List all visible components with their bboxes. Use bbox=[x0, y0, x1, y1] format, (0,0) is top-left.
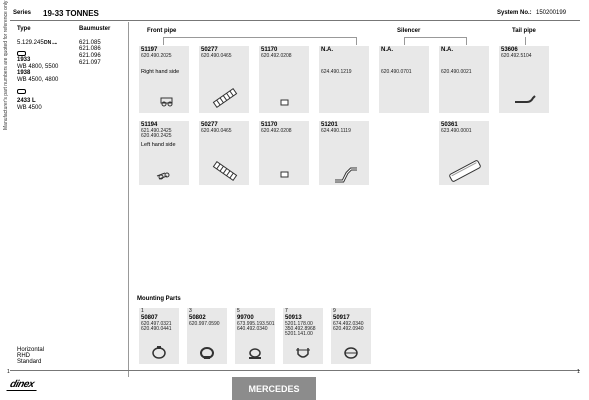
oe-reference: 674.492.0340 bbox=[333, 321, 364, 327]
engine-marks: DN bbox=[44, 40, 52, 46]
sleeve-icon bbox=[280, 99, 290, 107]
oe-reference: 620.490.0441 bbox=[141, 326, 172, 332]
part-box[interactable] bbox=[139, 121, 189, 185]
part-number: 99700 bbox=[237, 315, 254, 321]
truck-icon bbox=[17, 89, 26, 94]
variant-model: 1933 bbox=[17, 57, 31, 63]
mounting-part-box[interactable] bbox=[139, 308, 179, 364]
variant-wb: WB 4500 bbox=[17, 105, 42, 111]
mounting-part-box[interactable] bbox=[331, 308, 371, 364]
brand-banner bbox=[232, 377, 316, 400]
part-box[interactable] bbox=[379, 46, 429, 113]
oe-reference: 620.490.0465 bbox=[201, 53, 232, 59]
part-number: 51170 bbox=[261, 122, 278, 128]
mounting-part-box[interactable] bbox=[283, 308, 323, 364]
part-number: 50361 bbox=[441, 122, 458, 128]
part-number: 51170 bbox=[261, 47, 278, 53]
item-number: 5 bbox=[237, 308, 240, 314]
silencer-icon bbox=[447, 159, 483, 183]
mounting-parts-header: Mounting Parts bbox=[137, 296, 181, 302]
oe-reference: 620.490.0021 bbox=[441, 69, 472, 75]
part-box[interactable] bbox=[259, 46, 309, 113]
oe-reference: 620.997.0590 bbox=[189, 321, 220, 327]
oe-reference: 673.995.193.501 bbox=[237, 321, 275, 327]
mounting-part-box[interactable] bbox=[187, 308, 227, 364]
variant-wb: WB 4800, 5500 bbox=[17, 64, 59, 70]
tail-pipe-icon bbox=[513, 94, 537, 106]
silencer-header: Silencer bbox=[397, 28, 421, 34]
header-divider bbox=[10, 20, 580, 21]
oe-reference: 624.490.1219 bbox=[321, 69, 352, 75]
oe-reference: 620.490.0465 bbox=[201, 128, 232, 134]
silencer-line bbox=[404, 37, 466, 38]
oe-reference: 620.490.2025 bbox=[141, 53, 172, 59]
footer-divider bbox=[10, 370, 580, 371]
variant-model: 1938 bbox=[17, 70, 31, 76]
item-number: 9 bbox=[333, 308, 336, 314]
part-number: 50277 bbox=[201, 47, 218, 53]
part-box[interactable] bbox=[139, 46, 189, 113]
baumuster-code: 621.085 bbox=[79, 40, 101, 46]
connector bbox=[404, 37, 405, 45]
part-number: 51194 bbox=[141, 122, 158, 128]
connector bbox=[163, 37, 164, 45]
engine-code: 5.129.245 bbox=[17, 40, 44, 46]
page-marker-left: 1 bbox=[7, 369, 10, 375]
system-number: 150200199 bbox=[536, 10, 567, 16]
dinex-logo: dinex bbox=[6, 378, 44, 392]
part-number: N.A. bbox=[321, 47, 333, 53]
item-number: 1 bbox=[141, 308, 144, 314]
part-number: 50807 bbox=[141, 315, 158, 321]
oe-reference: 620.490.2425 bbox=[141, 133, 172, 139]
type-header: Type bbox=[17, 26, 31, 32]
baumuster-code: 621.086 bbox=[79, 46, 101, 52]
variant-model: 2433 L bbox=[17, 98, 36, 104]
part-box[interactable] bbox=[199, 46, 249, 113]
page-marker-right: 1 bbox=[577, 369, 580, 375]
sleeve-icon bbox=[280, 171, 290, 179]
ring-clamp-icon bbox=[151, 346, 167, 360]
system-label: System No.: bbox=[497, 10, 532, 16]
side-note: Right hand side bbox=[141, 69, 180, 75]
tail-pipe-header: Tail pipe bbox=[512, 28, 536, 34]
part-number: N.A. bbox=[381, 47, 393, 53]
oe-reference: 5201.141.00 bbox=[285, 331, 313, 337]
clamp-pipe-icon bbox=[159, 94, 175, 108]
baumuster-code: 621.097 bbox=[79, 60, 101, 66]
connector bbox=[525, 37, 526, 45]
oe-reference: 620.497.0321 bbox=[141, 321, 172, 327]
series-value: 19-33 TONNES bbox=[43, 9, 99, 18]
oe-reference: 640.492.0340 bbox=[237, 326, 268, 332]
trim-level: Standard bbox=[17, 359, 42, 365]
front-pipe-header: Front pipe bbox=[147, 28, 177, 34]
bent-pipe-icon bbox=[333, 163, 359, 185]
part-number: 51201 bbox=[321, 122, 338, 128]
front-pipe-line bbox=[163, 37, 357, 38]
part-number: N.A. bbox=[441, 47, 453, 53]
part-box[interactable] bbox=[319, 121, 369, 185]
part-box[interactable] bbox=[199, 121, 249, 185]
item-number: 3 bbox=[189, 308, 192, 314]
part-number: 50913 bbox=[285, 315, 302, 321]
part-number: 50917 bbox=[333, 315, 350, 321]
oe-reference: 620.492.0208 bbox=[261, 128, 292, 134]
oe-reference: 624.490.1119 bbox=[321, 128, 351, 134]
mounting-direction: Horizontal bbox=[17, 347, 45, 353]
series-label: Series bbox=[13, 10, 32, 16]
flex-pipe-icon bbox=[213, 88, 237, 108]
connector bbox=[356, 37, 357, 45]
band-clamp-icon bbox=[199, 346, 215, 360]
u-bolt-icon bbox=[295, 346, 311, 360]
part-box[interactable] bbox=[439, 46, 489, 113]
part-number: 51197 bbox=[141, 47, 158, 53]
item-number: 7 bbox=[285, 308, 288, 314]
bracket-clamp-icon bbox=[247, 346, 263, 360]
strap-clamp-icon bbox=[343, 346, 359, 360]
brand-name: MERCEDES bbox=[248, 384, 300, 394]
part-number: 53606 bbox=[501, 47, 518, 53]
connector bbox=[466, 37, 467, 45]
engine-type-icon: ⊶ bbox=[52, 41, 57, 47]
flex-pipe-icon bbox=[213, 161, 237, 181]
baumuster-header: Baumuster bbox=[79, 26, 111, 32]
drive-side: RHD bbox=[17, 353, 30, 359]
part-number: 50277 bbox=[201, 122, 218, 128]
part-box[interactable] bbox=[259, 121, 309, 185]
part-box[interactable] bbox=[499, 46, 549, 113]
part-box[interactable] bbox=[319, 46, 369, 113]
clamp-pipe-icon bbox=[155, 170, 171, 182]
oe-reference: 620.492.0940 bbox=[333, 326, 364, 332]
mounting-part-box[interactable] bbox=[235, 308, 275, 364]
oe-reference: 623.490.0001 bbox=[441, 128, 472, 134]
baumuster-code: 621.096 bbox=[79, 53, 101, 59]
panel-divider bbox=[128, 22, 129, 377]
oe-reference: 5201.178.00 bbox=[285, 321, 313, 327]
oe-reference: 620.490.0701 bbox=[381, 69, 412, 75]
variant-wb: WB 4500, 4800 bbox=[17, 77, 59, 83]
side-note: Left hand side bbox=[141, 142, 176, 148]
part-box[interactable] bbox=[439, 121, 489, 185]
oe-reference: 620.492.5104 bbox=[501, 53, 532, 59]
part-number: 50802 bbox=[189, 315, 206, 321]
oe-reference: 620.492.0208 bbox=[261, 53, 292, 59]
oe-reference: 621.490.2425 bbox=[141, 128, 172, 134]
truck-icon bbox=[17, 51, 26, 56]
side-note: Manufacturer's part numbers are quoted for reference only bbox=[3, 0, 9, 130]
oe-reference: 350.492.8968 bbox=[285, 326, 316, 332]
